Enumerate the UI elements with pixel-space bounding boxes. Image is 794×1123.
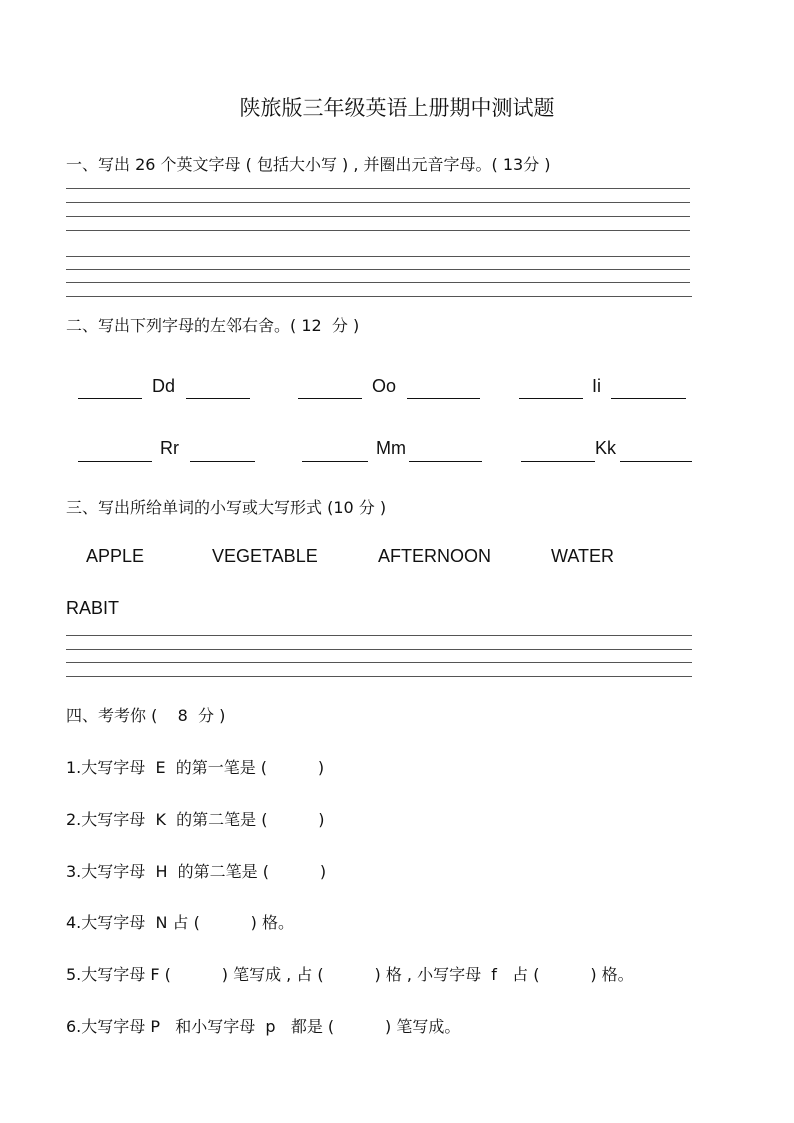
section4-heading: 四、考考你 ( 8 分 ) [66, 706, 226, 725]
answer-blank[interactable] [519, 398, 583, 399]
writing-line [66, 676, 692, 677]
question-item: 6.大写字母 P 和小写字母 p 都是 ( ) 笔写成。 [66, 1017, 461, 1036]
letter-pair: Oo [372, 376, 397, 396]
answer-blank[interactable] [620, 461, 692, 462]
letter-pair: Ii [592, 376, 601, 396]
question-item: 5.大写字母 F ( ) 笔写成 , 占 ( ) 格 , 小写字母 f 占 ( ) 格。 [66, 965, 634, 984]
answer-blank[interactable] [407, 398, 480, 399]
writing-line [66, 269, 690, 270]
page-title: 陕旅版三年级英语上册期中测试题 [239, 96, 555, 120]
writing-line [66, 649, 692, 650]
answer-blank[interactable] [190, 461, 255, 462]
writing-line [66, 188, 690, 189]
word: AFTERNOON [378, 546, 492, 566]
letter-pair: Mm [376, 438, 406, 458]
answer-blank[interactable] [611, 398, 686, 399]
writing-line [66, 230, 690, 231]
word: VEGETABLE [212, 546, 318, 566]
word: APPLE [86, 546, 145, 566]
writing-line [66, 662, 692, 663]
answer-blank[interactable] [78, 398, 142, 399]
word: WATER [551, 546, 614, 566]
word: RABIT [66, 598, 120, 618]
writing-line [66, 256, 690, 257]
letter-pair: Kk [595, 438, 617, 458]
writing-line [66, 282, 690, 283]
question-item: 4.大写字母 N 占 ( ) 格。 [66, 913, 295, 932]
section1-heading: 一、写出 26 个英文字母 ( 包括大小写 ) , 并圈出元音字母。( 13分 ) [66, 155, 551, 174]
letter-pair: Dd [152, 376, 176, 396]
answer-blank[interactable] [521, 461, 595, 462]
writing-line [66, 635, 692, 636]
answer-blank[interactable] [186, 398, 250, 399]
answer-blank[interactable] [78, 461, 152, 462]
question-item: 1.大写字母 E 的第一笔是 ( ) [66, 758, 325, 777]
answer-blank[interactable] [302, 461, 368, 462]
writing-line [66, 216, 690, 217]
letter-pair: Rr [160, 438, 179, 458]
section2-heading: 二、写出下列字母的左邻右舍。( 12 分 ) [66, 316, 360, 335]
answer-blank[interactable] [298, 398, 362, 399]
writing-line [66, 202, 690, 203]
section3-heading: 三、写出所给单词的小写或大写形式 (10 分 ) [66, 498, 387, 517]
answer-blank[interactable] [409, 461, 482, 462]
question-item: 3.大写字母 H 的第二笔是 ( ) [66, 862, 327, 881]
question-item: 2.大写字母 K 的第二笔是 ( ) [66, 810, 325, 829]
writing-line [66, 296, 692, 297]
